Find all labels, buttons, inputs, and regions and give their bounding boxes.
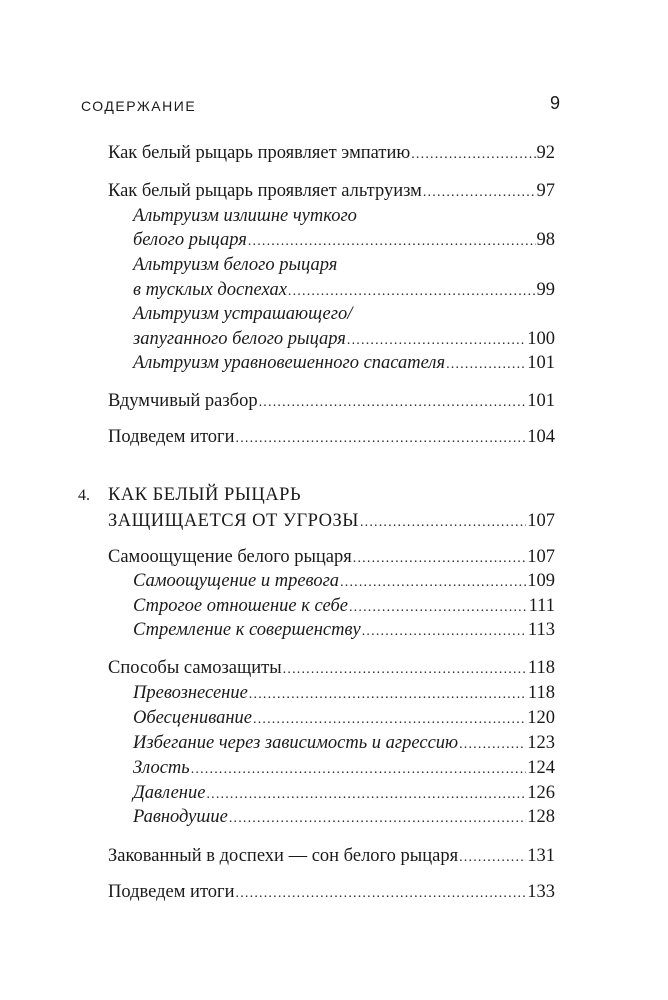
dot-leader: [236, 883, 527, 905]
dot-leader: [459, 734, 526, 756]
toc-entry-page: 104: [527, 427, 555, 447]
toc-entry-page: 107: [527, 511, 555, 531]
toc-entry-page: 107: [527, 547, 555, 567]
toc-entry-page: 118: [527, 683, 555, 703]
toc-subentry: [133, 229, 555, 253]
dot-leader: [347, 330, 526, 352]
dot-leader: [353, 548, 526, 570]
toc-entry-page: 97: [536, 181, 555, 201]
running-head: СОДЕРЖАНИЕ: [81, 98, 197, 114]
toc-subentry: [133, 732, 555, 756]
chapter-title-line2: ЗАЩИЩАЕТСЯ ОТ УГРОЗЫ: [108, 511, 359, 531]
toc-entry-label: Стремление к совершенству: [133, 620, 361, 640]
toc-subentry: [133, 595, 555, 619]
dot-leader: [253, 709, 526, 731]
toc-entry-label: Избегание через зависимость и агрессию: [133, 733, 459, 753]
toc-entry-label: Самоощущение и тревога: [133, 571, 340, 591]
toc-entry-label: Закованный в доспехи — сон белого рыцаря: [108, 846, 459, 866]
toc-entry-label: Подведем итоги: [108, 427, 235, 447]
toc-subentry: [133, 279, 555, 303]
dot-leader: [446, 354, 526, 376]
chapter-number: 4.: [78, 487, 90, 504]
toc-entry-page: 131: [527, 846, 555, 866]
toc-subentry: [133, 782, 555, 806]
toc-subentry: [133, 328, 555, 352]
toc-entry-label: Способы самозащиты: [108, 658, 282, 678]
dot-leader: [206, 784, 526, 806]
toc-entry-label: Давление: [133, 783, 206, 803]
toc-subentry: [133, 707, 555, 731]
toc-entry-page: 126: [527, 783, 555, 803]
toc-entry: [108, 881, 555, 905]
toc-entry-label: Самоощущение белого рыцаря: [108, 547, 352, 567]
dot-leader: [362, 621, 527, 643]
toc-entry-label: Альтруизм уравновешенного спасателя: [133, 353, 446, 373]
dot-leader: [259, 392, 527, 414]
toc-entry-label: Строгое отношение к себе: [133, 596, 348, 616]
toc-entry-page: 111: [528, 596, 555, 616]
dot-leader: [340, 572, 526, 594]
dot-leader: [349, 597, 528, 619]
dot-leader: [360, 512, 526, 534]
toc-entry-page: 100: [527, 329, 555, 349]
toc-subentry: [133, 806, 555, 830]
toc-entry-label: Равнодушие: [133, 807, 228, 827]
dot-leader: [288, 281, 536, 303]
toc-entry-label: Как белый рыцарь проявляет эмпатию: [108, 143, 411, 163]
dot-leader: [249, 684, 527, 706]
dot-leader: [236, 428, 527, 450]
toc-entry-label: Превознесение: [133, 683, 248, 703]
toc-subentry: [133, 757, 555, 781]
toc-entry-page: 109: [527, 571, 555, 591]
toc-subentry-line1: Альтруизм излишне чуткого: [133, 206, 357, 226]
toc-entry-label: белого рыцаря: [133, 230, 247, 250]
dot-leader: [423, 182, 536, 204]
toc-subentry-line1: Альтруизм устрашающего/: [133, 304, 353, 324]
chapter-title-line1: КАК БЕЛЫЙ РЫЦАРЬ: [108, 485, 302, 505]
toc-entry-page: 113: [527, 620, 555, 640]
toc-entry-label: Вдумчивый разбор: [108, 391, 258, 411]
toc-entry: [108, 180, 555, 204]
toc-entry-page: 128: [527, 807, 555, 827]
toc-entry-page: 101: [527, 391, 555, 411]
toc-entry-label: в тусклых доспехах: [133, 280, 287, 300]
toc-entry-page: 92: [536, 143, 555, 163]
dot-leader: [283, 659, 527, 681]
toc-entry: [108, 657, 555, 681]
toc-entry-label: Обесценивание: [133, 708, 252, 728]
toc-entry-page: 118: [527, 658, 555, 678]
toc-entry-page: 123: [527, 733, 555, 753]
toc-entry-page: 124: [527, 758, 555, 778]
toc-subentry: [133, 619, 555, 643]
toc-entry: [108, 142, 555, 166]
dot-leader: [191, 759, 527, 781]
toc-entry-label: Как белый рыцарь проявляет альтруизм: [108, 181, 422, 201]
toc-subentry-line1: Альтруизм белого рыцаря: [133, 255, 338, 275]
toc-entry: [108, 845, 555, 869]
dot-leader: [459, 847, 526, 869]
dot-leader: [411, 144, 535, 166]
page-number: 9: [550, 93, 561, 113]
dot-leader: [248, 231, 536, 253]
toc-entry: [108, 546, 555, 570]
toc-entry-label: запуганного белого рыцаря: [133, 329, 346, 349]
toc-entry: [108, 390, 555, 414]
toc-entry-page: 101: [527, 353, 555, 373]
toc-entry-page: 99: [536, 280, 555, 300]
chapter-entry: [108, 510, 555, 534]
dot-leader: [229, 808, 526, 830]
toc-subentry: [133, 570, 555, 594]
toc-entry-page: 133: [527, 882, 555, 902]
toc-entry-page: 120: [527, 708, 555, 728]
toc-subentry: [133, 352, 555, 376]
toc-entry-label: Подведем итоги: [108, 882, 235, 902]
toc-subentry: [133, 682, 555, 706]
toc-entry-page: 98: [536, 230, 555, 250]
toc-entry-label: Злость: [133, 758, 190, 778]
toc-entry: [108, 426, 555, 450]
